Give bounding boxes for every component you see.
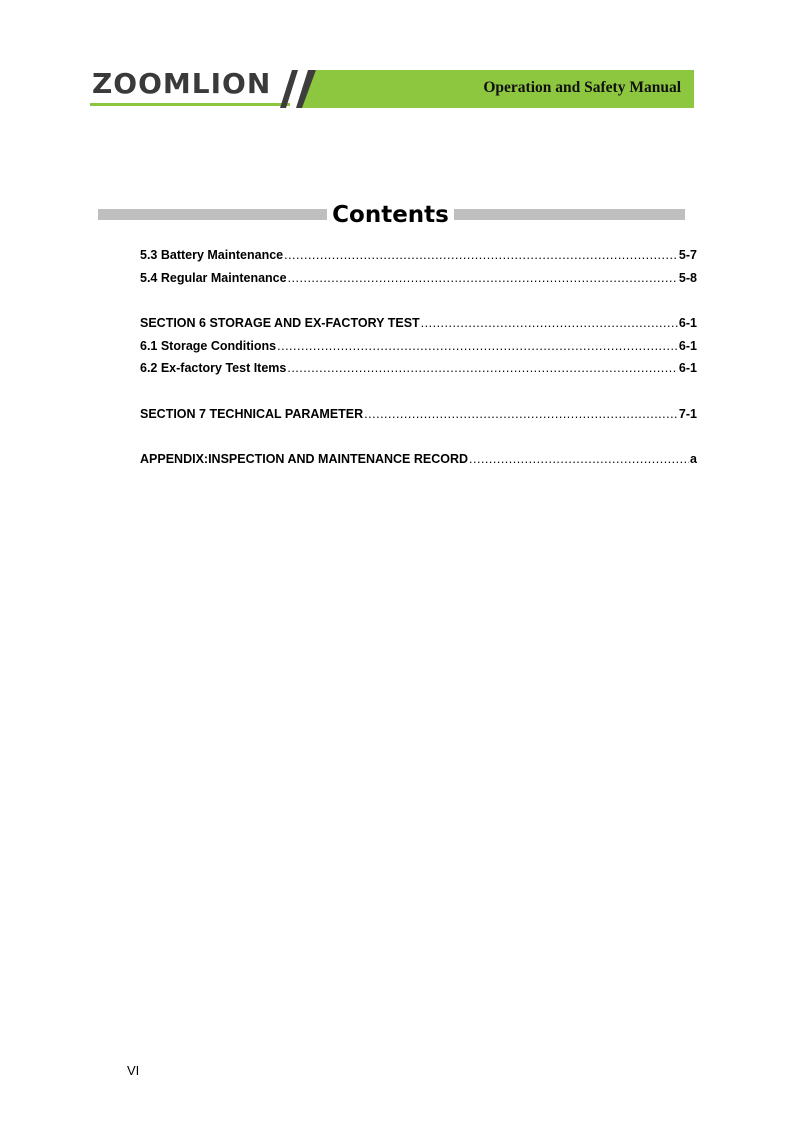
toc-entry-appendix[interactable] <box>140 448 697 471</box>
toc-entry-section-6[interactable] <box>140 312 697 335</box>
heading-bar-left <box>98 209 327 220</box>
toc-entry-label: 5.3 Battery Maintenance <box>140 248 284 262</box>
toc-entry-page: 6-1 <box>678 361 697 375</box>
toc-entry-label: 6.2 Ex-factory Test Items <box>140 361 287 375</box>
heading-bar-right <box>454 209 685 220</box>
toc-leader-dots <box>277 335 678 358</box>
toc-entry-battery-maintenance[interactable] <box>140 244 697 267</box>
page-header <box>0 0 793 120</box>
header-rule <box>90 103 290 106</box>
toc-entry-label: APPENDIX:INSPECTION AND MAINTENANCE RECORD <box>140 452 469 466</box>
toc-spacer <box>140 289 697 312</box>
toc-leader-dots <box>469 448 689 471</box>
toc-entry-regular-maintenance[interactable] <box>140 267 697 290</box>
toc-entry-page: 6-1 <box>678 338 697 353</box>
toc-leader-dots <box>288 267 678 290</box>
toc-leader-dots <box>364 403 678 426</box>
toc-entry-section-7[interactable] <box>140 403 697 426</box>
toc-entry-label: SECTION 7 TECHNICAL PARAMETER <box>140 406 364 421</box>
contents-heading <box>98 200 686 230</box>
toc-entry-label: 6.1 Storage Conditions <box>140 338 277 353</box>
toc-leader-dots <box>421 312 678 335</box>
toc-leader-dots <box>284 244 678 267</box>
toc-leader-dots <box>287 357 678 380</box>
contents-title: Contents <box>332 202 449 228</box>
toc-entry-label: 5.4 Regular Maintenance <box>140 270 287 285</box>
toc-entry-page: 5-8 <box>678 270 697 285</box>
toc-entry-page: a <box>690 452 697 466</box>
manual-title: Operation and Safety Manual <box>483 79 681 96</box>
toc-entry-storage-conditions[interactable] <box>140 335 697 358</box>
toc-entry-label: SECTION 6 STORAGE AND EX-FACTORY TEST <box>140 316 420 330</box>
toc-entry-page: 7-1 <box>678 406 697 421</box>
table-of-contents <box>140 244 697 471</box>
toc-entry-page: 6-1 <box>678 316 697 330</box>
zoomlion-logo: ZOOMLION <box>92 67 272 100</box>
toc-entry-page: 5-7 <box>678 248 697 262</box>
toc-entry-ex-factory-test-items[interactable] <box>140 357 697 380</box>
toc-spacer <box>140 380 697 403</box>
toc-spacer <box>140 425 697 448</box>
page-number: VI <box>127 1063 140 1078</box>
